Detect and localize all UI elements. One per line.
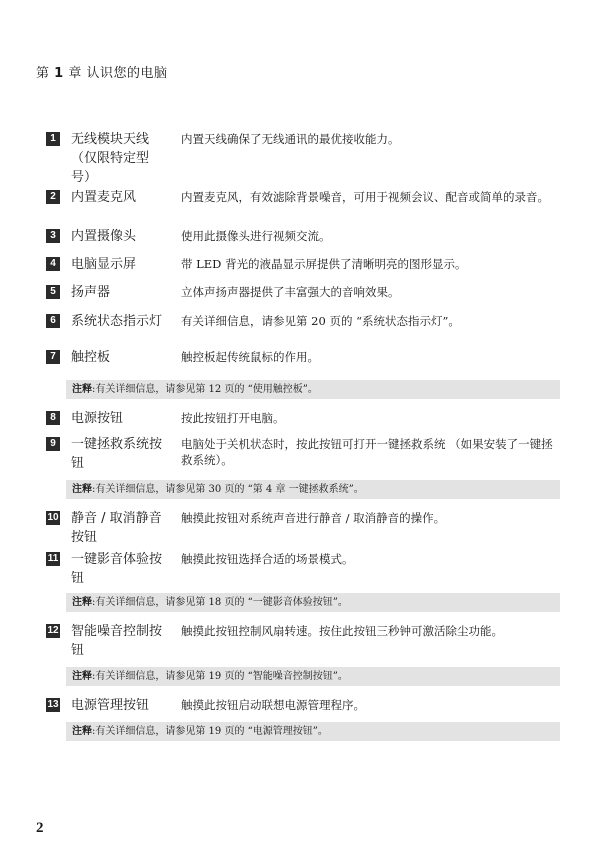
item-label: 内置麦克风 [71, 190, 137, 205]
item-number-badge: 5 [46, 285, 60, 299]
item-description: 内置麦克风，有效滤除背景噪音，可用于视频会议、配音或简单的录音。 [181, 190, 549, 204]
item-description: 触摸此按钮启动联想电源管理程序。 [181, 698, 365, 712]
list-item [46, 130, 560, 188]
item-label: 电源按钮 [71, 411, 124, 426]
note-box [66, 480, 560, 499]
item-number-badge: 4 [46, 257, 60, 271]
page-number: 2 [36, 820, 44, 836]
item-description: 触控板起传统鼠标的作用。 [181, 350, 319, 364]
item-label: 静音 / 取消静音按钮 [71, 511, 162, 545]
item-label: 内置摄像头 [71, 229, 137, 244]
item-label: 无线模块天线（仅限特定型号） [71, 132, 150, 185]
item-label: 一键影音体验按钮 [71, 552, 163, 586]
item-label: 触控板 [71, 350, 111, 365]
note-label: 注释 [72, 671, 92, 682]
item-number-badge: 6 [46, 314, 60, 328]
note-label: 注释 [72, 597, 92, 608]
list-item [46, 188, 560, 227]
note-text: :有关详细信息，请参见第 18 页的 “一键影音体验按钮”。 [92, 597, 348, 608]
note-box [66, 593, 560, 612]
list-item [46, 227, 560, 255]
note-box [66, 380, 560, 399]
note-label: 注释 [72, 484, 92, 495]
list-item [46, 550, 560, 593]
list-item [46, 348, 560, 380]
note-box [66, 722, 560, 741]
item-number-badge: 9 [46, 437, 60, 451]
note-text: :有关详细信息，请参见第 19 页的 “电源管理按钮”。 [92, 726, 328, 737]
item-label: 电源管理按钮 [71, 698, 150, 713]
item-label: 一键拯救系统按钮 [71, 437, 163, 471]
item-number-badge: 1 [46, 132, 60, 146]
list-item [46, 255, 560, 283]
note-text: :有关详细信息，请参见第 30 页的 “第 4 章 一键拯救系统”。 [92, 484, 364, 495]
list-item [46, 509, 560, 550]
item-number-badge: 12 [47, 625, 59, 636]
list-item [46, 435, 560, 480]
note-text: :有关详细信息，请参见第 19 页的 “智能噪音控制按钮”。 [92, 671, 348, 682]
header-prefix: 第 [36, 66, 50, 81]
item-description: 触摸此按钮对系统声音进行静音 / 取消静音的操作。 [181, 511, 446, 525]
chapter-number: 1 [54, 66, 64, 81]
list-item [46, 312, 560, 348]
item-description: 电脑处于关机状态时，按此按钮可打开一键拯救系统 （如果安装了一键拯救系统）。 [181, 437, 553, 467]
item-description: 触摸此按钮控制风扇转速。按住此按钮三秒钟可激活除尘功能。 [181, 624, 503, 638]
note-box [66, 667, 560, 686]
item-number-badge: 10 [47, 512, 59, 523]
list-item [46, 696, 560, 722]
item-number-badge: 2 [46, 190, 60, 204]
note-label: 注释 [72, 726, 92, 737]
note-text: :有关详细信息，请参见第 12 页的 “使用触控板”。 [92, 384, 318, 395]
item-description: 带 LED 背光的液晶显示屏提供了清晰明亮的图形显示。 [181, 257, 467, 271]
list-item [46, 409, 560, 435]
item-description: 触摸此按钮选择合适的场景模式。 [181, 552, 354, 566]
item-number-badge: 11 [47, 553, 59, 564]
item-description: 按此按钮打开电脑。 [181, 411, 285, 425]
item-description: 立体声扬声器提供了丰富强大的音响效果。 [181, 285, 400, 299]
item-number-badge: 8 [46, 411, 60, 425]
list-item [46, 283, 560, 312]
item-number-badge: 3 [46, 229, 60, 243]
item-number-badge: 13 [47, 699, 59, 710]
item-number-badge: 7 [46, 350, 60, 364]
list-item [46, 622, 560, 667]
note-label: 注释 [72, 384, 92, 395]
header-title: 章 认识您的电脑 [68, 66, 168, 81]
item-description: 使用此摄像头进行视频交流。 [181, 229, 331, 243]
item-label: 电脑显示屏 [71, 257, 137, 272]
item-label: 扬声器 [71, 285, 111, 300]
item-description: 有关详细信息，请参见第 20 页的 “系统状态指示灯”。 [181, 314, 460, 328]
item-label: 智能噪音控制按钮 [71, 624, 163, 658]
item-list [46, 130, 560, 741]
item-description: 内置天线确保了无线通讯的最优接收能力。 [181, 132, 400, 146]
page-header [36, 62, 167, 81]
item-label: 系统状态指示灯 [71, 314, 163, 329]
